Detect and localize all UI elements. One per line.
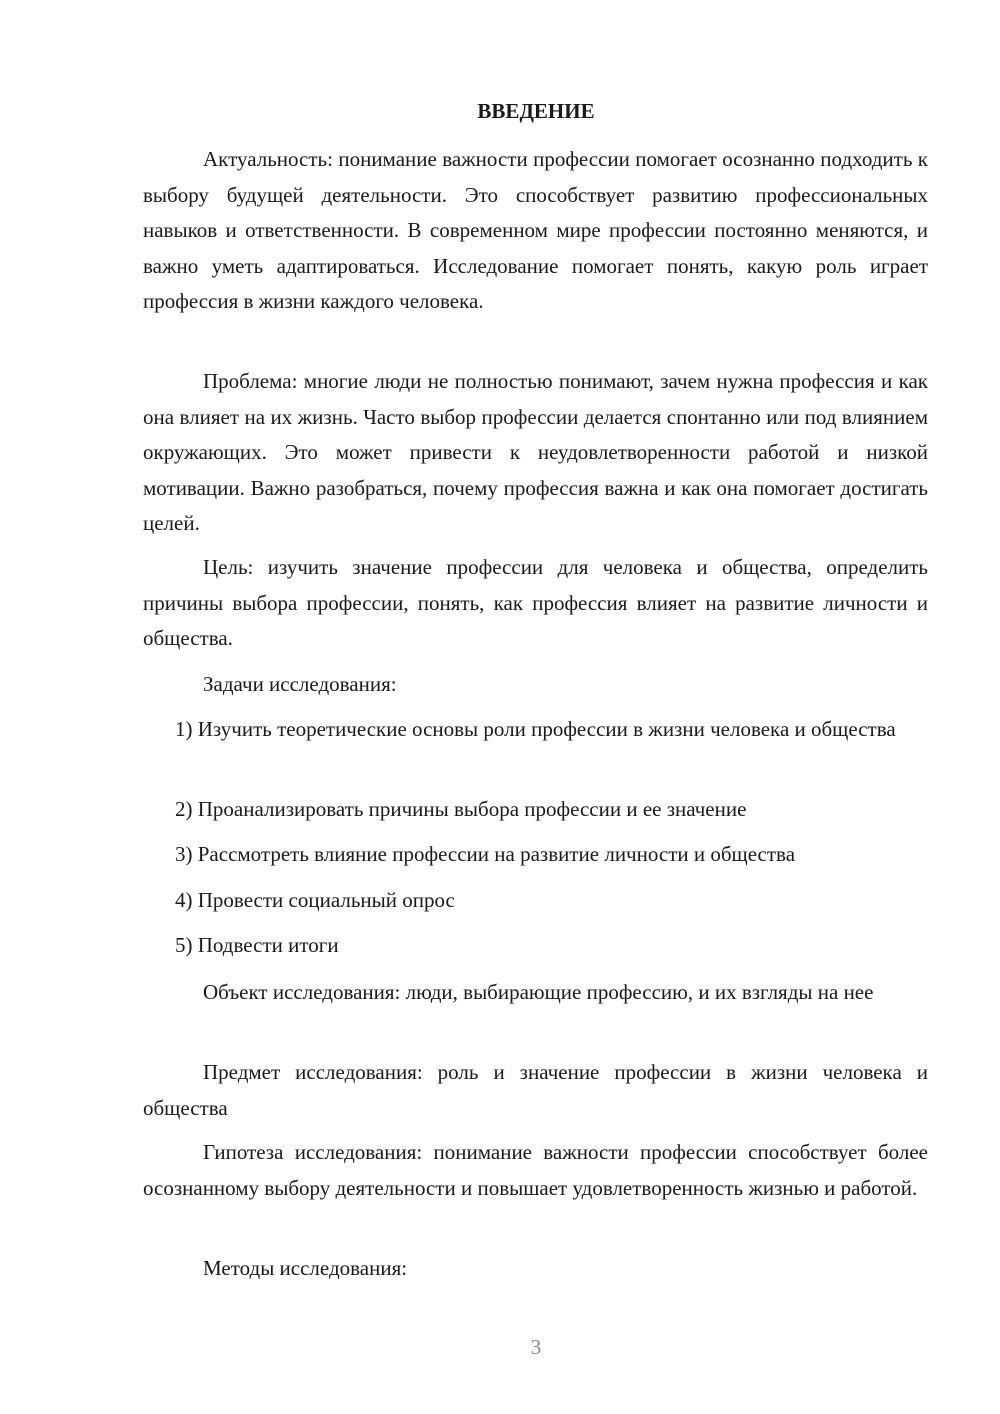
section-title: ВВЕДЕНИЕ (477, 99, 595, 123)
task-item-2: 2) Проанализировать причины выбора профессии и ее значение (175, 797, 747, 821)
methods-heading: Методы исследования: (203, 1256, 408, 1280)
problem-paragraph: Проблема: многие люди не полностью понимают, зачем нужна профессия и как она влияет на их жизнь. Часто выбор профессии делается спонтанно или под влиянием окружающих. Это может привести к неудовлетворенности работой и низкой мотивации. Важно разобраться, почему профессия важна и как она помогает достигать целей. (143, 369, 928, 535)
task-item-5: 5) Подвести итоги (175, 933, 339, 957)
page-number: 3 (530, 1335, 542, 1359)
task-item-4: 4) Провести социальный опрос (175, 888, 455, 912)
relevance-paragraph: Актуальность: понимание важности профессии помогает осознанно подходить к выбору будущей деятельности. Это способствует развитию профессиональных навыков и ответственности. В современном мире профессии постоянно меняются, и важно уметь адаптироваться. Исследование помогает понять, какую роль играет профессия в жизни каждого человека. (143, 147, 928, 313)
goal-paragraph: Цель: изучить значение профессии для человека и общества, определить причины выбора профессии, понять, как профессия влияет на развитие личности и общества. (143, 555, 928, 650)
object-paragraph: Объект исследования: люди, выбирающие профессию, и их взгляды на нее (203, 980, 874, 1004)
tasks-heading: Задачи исследования: (203, 672, 397, 696)
subject-paragraph: Предмет исследования: роль и значение профессии в жизни человека и общества (143, 1060, 928, 1120)
hypothesis-paragraph: Гипотеза исследования: понимание важности профессии способствует более осознанному выбору деятельности и повышает удовлетворенность жизнью и работой. (143, 1140, 928, 1200)
task-item-1: 1) Изучить теоретические основы роли профессии в жизни человека и общества (175, 717, 896, 741)
task-item-3: 3) Рассмотреть влияние профессии на развитие личности и общества (175, 842, 796, 866)
